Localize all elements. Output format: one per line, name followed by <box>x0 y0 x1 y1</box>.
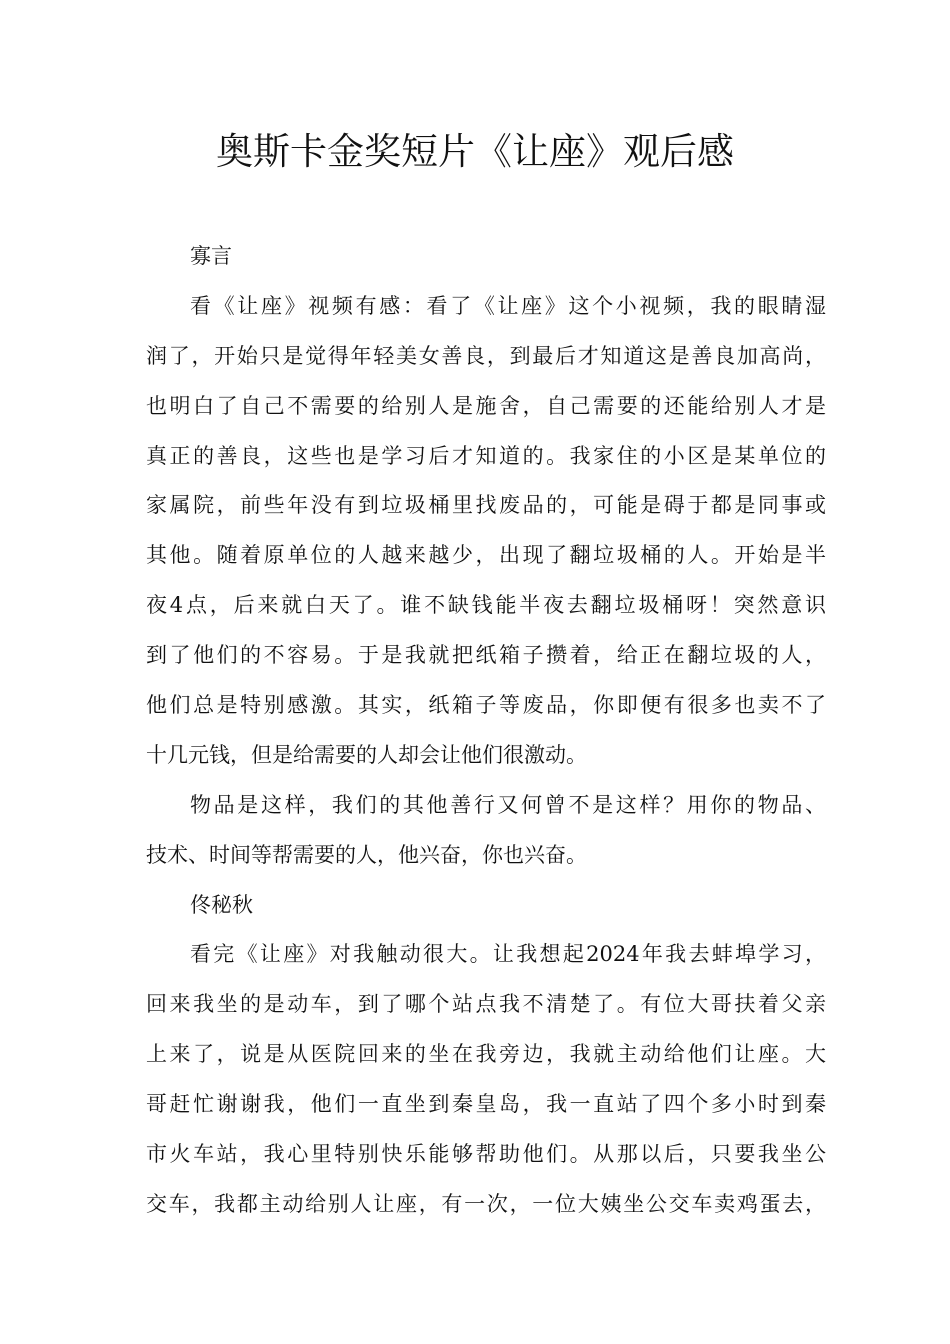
paragraph-line: 到了他们的不容易。于是我就把纸箱子攒着，给正在翻垃圾的人， <box>146 643 826 668</box>
author-name: 佟秘秋 <box>190 892 253 917</box>
paragraph-line: 物品是这样，我们的其他善行又何曾不是这样？用你的物品、 <box>190 792 826 817</box>
paragraph-line: 夜4点，后来就白天了。谁不缺钱能半夜去翻垃圾桶呀！突然意识 <box>146 593 826 618</box>
paragraph-line: 市火车站，我心里特别快乐能够帮助他们。从那以后，只要我坐公 <box>146 1142 826 1167</box>
paragraph-line: 交车，我都主动给别人让座，有一次，一位大姨坐公交车卖鸡蛋去， <box>146 1191 826 1216</box>
paragraph-line: 其他。随着原单位的人越来越少，出现了翻垃圾桶的人。开始是半 <box>146 543 826 568</box>
paragraph-line: 技术、时间等帮需要的人，他兴奋，你也兴奋。 <box>146 842 587 867</box>
paragraph-line: 上来了，说是从医院回来的坐在我旁边，我就主动给他们让座。大 <box>146 1042 826 1067</box>
paragraph-line: 哥赶忙谢谢我，他们一直坐到秦皇岛，我一直站了四个多小时到秦 <box>146 1092 826 1117</box>
paragraph-line: 真正的善良，这些也是学习后才知道的。我家住的小区是某单位的 <box>146 443 826 468</box>
paragraph-line: 看《让座》视频有感：看了《让座》这个小视频，我的眼睛湿 <box>190 293 826 318</box>
paragraph-line: 十几元钱，但是给需要的人却会让他们很激动。 <box>146 742 587 767</box>
author-name: 寡言 <box>190 244 232 268</box>
document-title: 奥斯卡金奖短片《让座》观后感 <box>216 130 734 173</box>
paragraph-line: 也明白了自己不需要的给别人是施舍，自己需要的还能给别人才是 <box>146 393 826 418</box>
paragraph-line: 润了，开始只是觉得年轻美女善良，到最后才知道这是善良加高尚， <box>146 343 826 368</box>
paragraph-line: 家属院，前些年没有到垃圾桶里找废品的，可能是碍于都是同事或 <box>146 493 826 518</box>
paragraph-line: 看完《让座》对我触动很大。让我想起2024年我去蚌埠学习， <box>190 942 826 967</box>
paragraph-line: 他们总是特别感激。其实，纸箱子等废品，你即便有很多也卖不了 <box>146 693 826 718</box>
paragraph-line: 回来我坐的是动车，到了哪个站点我不清楚了。有位大哥扶着父亲 <box>146 992 826 1017</box>
document-body <box>146 232 826 1230</box>
